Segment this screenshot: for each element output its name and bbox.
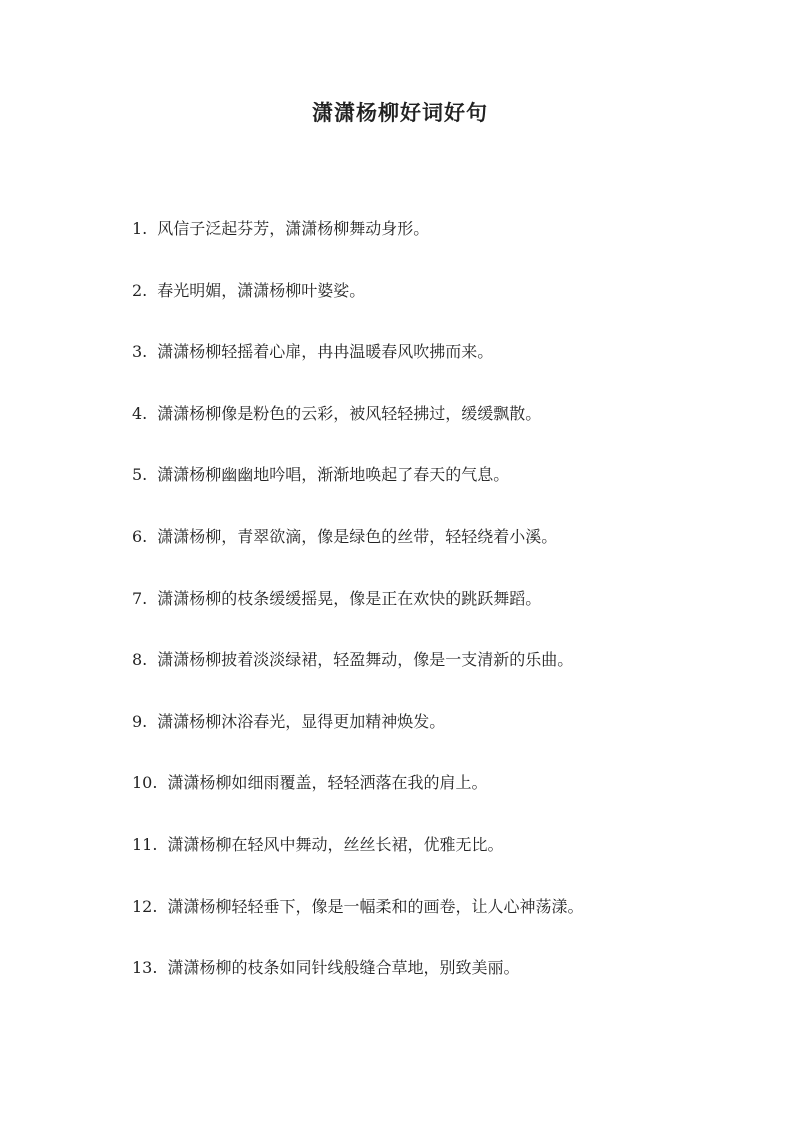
item-number: 12.: [132, 896, 158, 916]
item-number: 10.: [132, 773, 158, 793]
list-item: [132, 707, 583, 769]
list-item: [132, 768, 583, 830]
list-item: [132, 953, 583, 1015]
item-number: 7.: [132, 588, 148, 608]
list-item: [132, 645, 583, 707]
document-title: 潇潇杨柳好词好句: [312, 100, 488, 125]
item-text: 春光明媚，潇潇杨柳叶婆娑。: [157, 280, 366, 300]
item-number: 4.: [132, 403, 148, 423]
item-text: 潇潇杨柳披着淡淡绿裙，轻盈舞动，像是一支清新的乐曲。: [157, 650, 574, 670]
sentence-list: [132, 214, 583, 1015]
item-text: 潇潇杨柳幽幽地吟唱，渐渐地唤起了春天的气息。: [157, 465, 510, 485]
item-text: 潇潇杨柳，青翠欲滴，像是绿色的丝带，轻轻绕着小溪。: [157, 526, 558, 546]
item-text: 潇潇杨柳轻轻垂下，像是一幅柔和的画卷，让人心神荡漾。: [167, 896, 584, 916]
item-number: 13.: [132, 958, 158, 978]
list-item: [132, 214, 583, 276]
item-number: 11.: [132, 834, 158, 854]
item-text: 潇潇杨柳的枝条如同针线般缝合草地，别致美丽。: [167, 958, 520, 978]
item-number: 8.: [132, 650, 148, 670]
list-item: [132, 522, 583, 584]
list-item: [132, 276, 583, 338]
item-text: 潇潇杨柳的枝条缓缓摇晃，像是正在欢快的跳跃舞蹈。: [157, 588, 542, 608]
item-text: 潇潇杨柳如细雨覆盖，轻轻洒落在我的肩上。: [167, 773, 488, 793]
item-number: 6.: [132, 526, 148, 546]
item-number: 1.: [132, 219, 148, 238]
list-item: [132, 460, 583, 522]
list-item: [132, 399, 583, 461]
item-text: 潇潇杨柳轻摇着心扉，冉冉温暖春风吹拂而来。: [157, 342, 494, 362]
list-item: [132, 584, 583, 646]
item-text: 潇潇杨柳在轻风中舞动，丝丝长裙，优雅无比。: [167, 834, 504, 854]
list-item: [132, 892, 583, 954]
item-text: 潇潇杨柳像是粉色的云彩，被风轻轻拂过，缓缓飘散。: [157, 403, 542, 423]
item-text: 潇潇杨柳沐浴春光，显得更加精神焕发。: [157, 711, 446, 731]
item-number: 9.: [132, 711, 148, 731]
item-number: 5.: [132, 465, 148, 485]
item-number: 3.: [132, 342, 148, 362]
item-number: 2.: [132, 280, 148, 300]
item-text: 风信子泛起芬芳，潇潇杨柳舞动身形。: [157, 219, 430, 238]
list-item: [132, 830, 583, 892]
list-item: [132, 337, 583, 399]
